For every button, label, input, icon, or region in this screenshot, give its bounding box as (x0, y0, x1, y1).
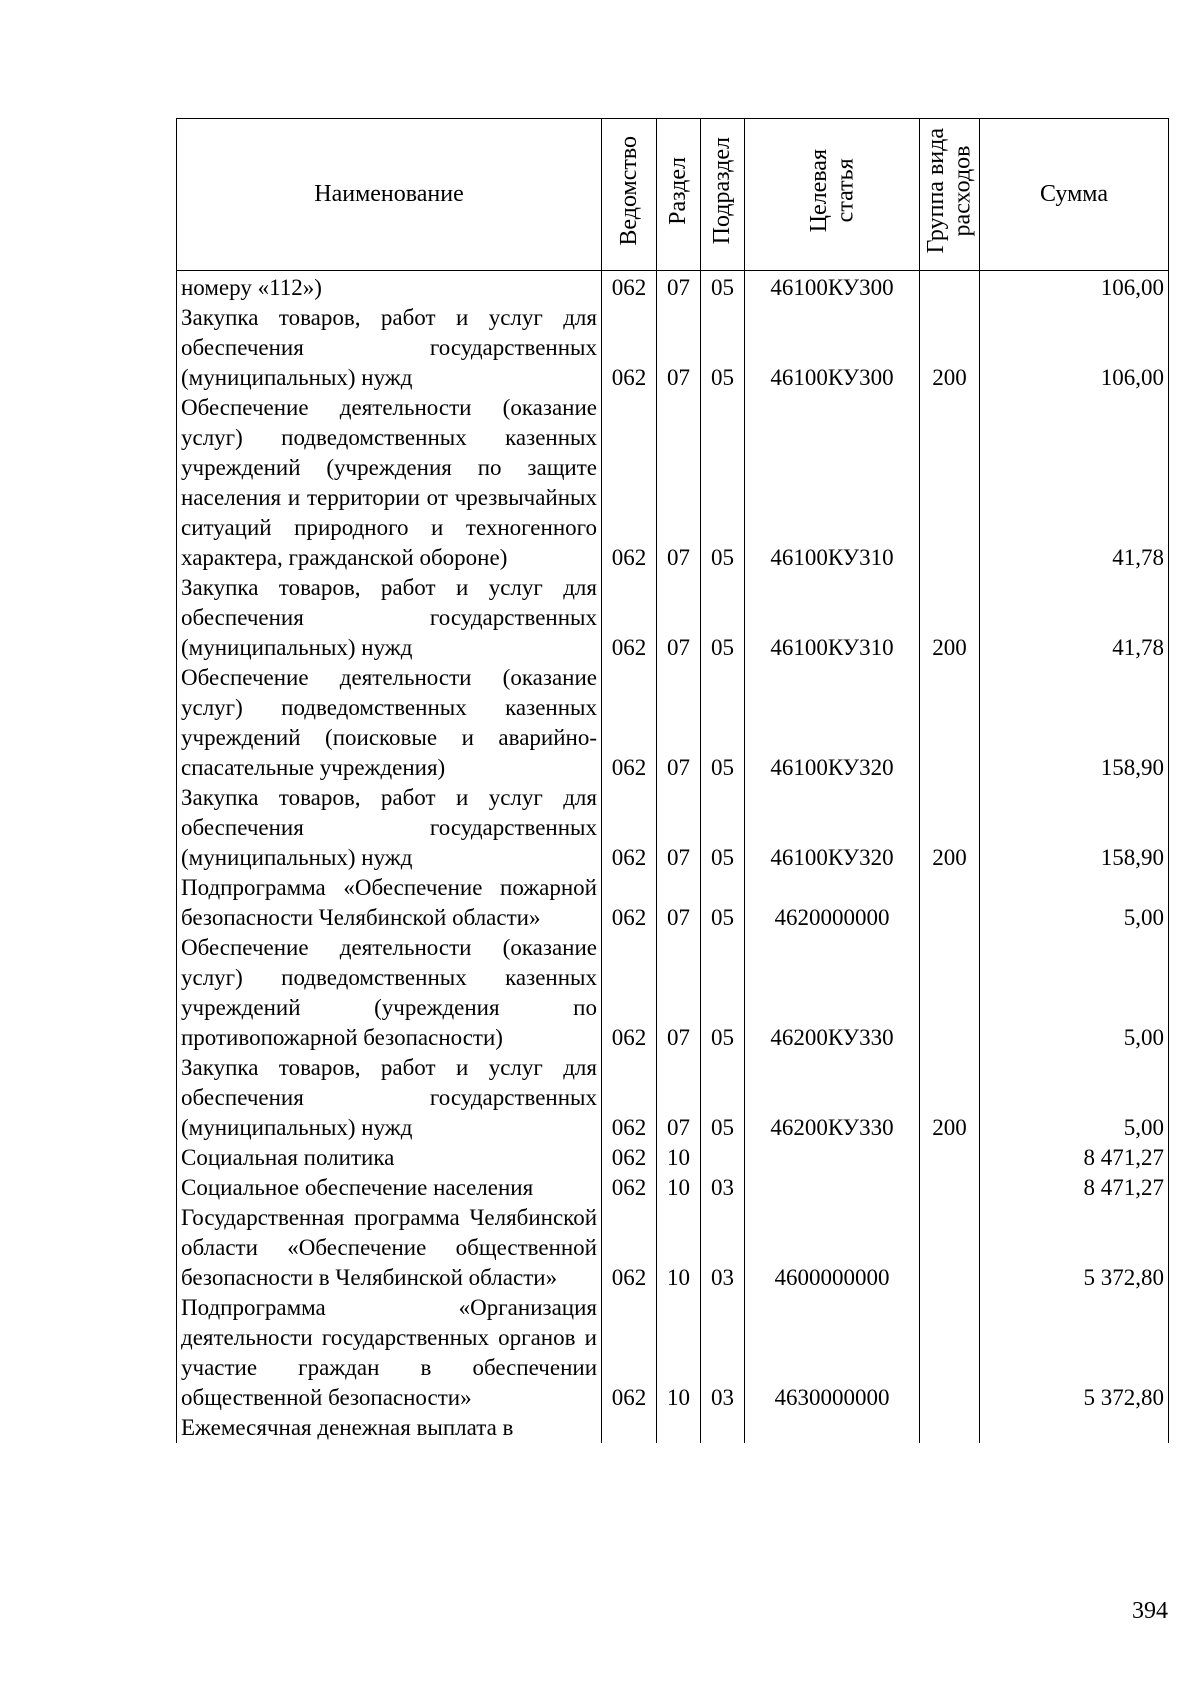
cell-gruppa (920, 873, 980, 933)
cell-vedomstvo: 062 (602, 663, 657, 783)
cell-name: Обеспечение деятельности (оказание услуг) подведомственных казенных учреждений (поисковые и аварийно-спасательные учреждения) (177, 663, 602, 783)
cell-razdel: 07 (657, 271, 701, 304)
cell-name: Закупка товаров, работ и услуг для обеспечения государственных (муниципальных) нужд (177, 1053, 602, 1143)
cell-podrazdel: 03 (701, 1293, 745, 1413)
cell-gruppa: 200 (920, 573, 980, 663)
table-row (177, 1143, 1169, 1173)
table-row (177, 303, 1169, 393)
header-razdel: Раздел (657, 119, 701, 271)
cell-celevaya-statya: 46100КУ300 (745, 303, 920, 393)
budget-table (176, 118, 1169, 1443)
cell-vedomstvo: 062 (602, 1053, 657, 1143)
cell-vedomstvo: 062 (602, 1173, 657, 1203)
cell-podrazdel (701, 1413, 745, 1443)
cell-name: Обеспечение деятельности (оказание услуг) подведомственных казенных учреждений (учреждения по противопожарной безопасности) (177, 933, 602, 1053)
cell-celevaya-statya: 46100КУ310 (745, 573, 920, 663)
cell-celevaya-statya: 4600000000 (745, 1203, 920, 1293)
table-row (177, 1053, 1169, 1143)
table-row (177, 663, 1169, 783)
cell-gruppa (920, 663, 980, 783)
cell-razdel: 10 (657, 1203, 701, 1293)
cell-gruppa (920, 393, 980, 573)
cell-gruppa: 200 (920, 783, 980, 873)
table-row (177, 783, 1169, 873)
cell-summa: 106,00 (980, 303, 1169, 393)
cell-name: Государственная программа Челябинской области «Обеспечение общественной безопасности в Челябинской области» (177, 1203, 602, 1293)
table-header (177, 119, 1169, 271)
cell-celevaya-statya (745, 1143, 920, 1173)
cell-celevaya-statya: 46100КУ320 (745, 663, 920, 783)
cell-summa (980, 1413, 1169, 1443)
table-row (177, 271, 1169, 304)
cell-razdel: 10 (657, 1173, 701, 1203)
cell-summa: 5 372,80 (980, 1293, 1169, 1413)
table-row (177, 1293, 1169, 1413)
header-podrazdel: Подраздел (701, 119, 745, 271)
cell-celevaya-statya: 4620000000 (745, 873, 920, 933)
cell-razdel: 07 (657, 1053, 701, 1143)
cell-razdel: 07 (657, 663, 701, 783)
cell-celevaya-statya: 46200КУ330 (745, 933, 920, 1053)
cell-name: Ежемесячная денежная выплата в (177, 1413, 602, 1443)
cell-gruppa (920, 271, 980, 304)
cell-celevaya-statya: 46100КУ300 (745, 271, 920, 304)
cell-gruppa (920, 933, 980, 1053)
cell-summa: 158,90 (980, 663, 1169, 783)
cell-razdel: 07 (657, 873, 701, 933)
table-row (177, 393, 1169, 573)
cell-vedomstvo: 062 (602, 933, 657, 1053)
cell-vedomstvo: 062 (602, 1203, 657, 1293)
cell-summa: 158,90 (980, 783, 1169, 873)
cell-podrazdel: 05 (701, 783, 745, 873)
cell-gruppa: 200 (920, 1053, 980, 1143)
table-row (177, 573, 1169, 663)
cell-podrazdel: 05 (701, 873, 745, 933)
header-celevaya-statya: Целевая статья (745, 119, 920, 271)
cell-name: Обеспечение деятельности (оказание услуг) подведомственных казенных учреждений (учреждения по защите населения и территории от чрезвычайных ситуаций природного и техногенного характера, гражданской обороне) (177, 393, 602, 573)
table-body (177, 271, 1169, 1444)
cell-gruppa (920, 1413, 980, 1443)
cell-podrazdel: 03 (701, 1173, 745, 1203)
cell-gruppa (920, 1203, 980, 1293)
cell-podrazdel: 03 (701, 1203, 745, 1293)
cell-podrazdel: 05 (701, 303, 745, 393)
cell-name: Социальная политика (177, 1143, 602, 1173)
cell-razdel (657, 1413, 701, 1443)
cell-razdel: 07 (657, 933, 701, 1053)
cell-podrazdel: 05 (701, 1053, 745, 1143)
cell-podrazdel: 05 (701, 393, 745, 573)
cell-name: Социальное обеспечение населения (177, 1173, 602, 1203)
cell-razdel: 07 (657, 303, 701, 393)
cell-summa: 106,00 (980, 271, 1169, 304)
cell-name: Подпрограмма «Организация деятельности государственных органов и участие граждан в обеспечении общественной безопасности» (177, 1293, 602, 1413)
table-row (177, 1203, 1169, 1293)
table-row (177, 1413, 1169, 1443)
cell-celevaya-statya: 46100КУ310 (745, 393, 920, 573)
cell-summa: 8 471,27 (980, 1143, 1169, 1173)
cell-celevaya-statya: 46100КУ320 (745, 783, 920, 873)
cell-vedomstvo: 062 (602, 303, 657, 393)
cell-gruppa: 200 (920, 303, 980, 393)
cell-vedomstvo: 062 (602, 783, 657, 873)
cell-podrazdel: 05 (701, 663, 745, 783)
cell-summa: 5,00 (980, 1053, 1169, 1143)
cell-razdel: 10 (657, 1293, 701, 1413)
cell-vedomstvo: 062 (602, 1143, 657, 1173)
cell-name: Закупка товаров, работ и услуг для обеспечения государственных (муниципальных) нужд (177, 303, 602, 393)
header-summa: Сумма (980, 119, 1169, 271)
table-row (177, 1173, 1169, 1203)
cell-summa: 8 471,27 (980, 1173, 1169, 1203)
cell-celevaya-statya: 4630000000 (745, 1293, 920, 1413)
cell-razdel: 07 (657, 393, 701, 573)
cell-summa: 5,00 (980, 873, 1169, 933)
cell-name: Подпрограмма «Обеспечение пожарной безопасности Челябинской области» (177, 873, 602, 933)
cell-vedomstvo: 062 (602, 573, 657, 663)
cell-vedomstvo: 062 (602, 873, 657, 933)
header-gruppa-vida-rashodov: Группа вида расходов (920, 119, 980, 271)
cell-summa: 41,78 (980, 393, 1169, 573)
cell-gruppa (920, 1173, 980, 1203)
cell-celevaya-statya (745, 1413, 920, 1443)
cell-podrazdel: 05 (701, 271, 745, 304)
cell-gruppa (920, 1143, 980, 1173)
cell-vedomstvo (602, 1413, 657, 1443)
header-name: Наименование (177, 119, 602, 271)
cell-summa: 5 372,80 (980, 1203, 1169, 1293)
cell-celevaya-statya: 46200КУ330 (745, 1053, 920, 1143)
cell-podrazdel: 05 (701, 933, 745, 1053)
cell-razdel: 07 (657, 783, 701, 873)
cell-vedomstvo: 062 (602, 393, 657, 573)
cell-celevaya-statya (745, 1173, 920, 1203)
page-number: 394 (1132, 1598, 1168, 1624)
cell-vedomstvo: 062 (602, 271, 657, 304)
cell-podrazdel: 05 (701, 573, 745, 663)
cell-summa: 41,78 (980, 573, 1169, 663)
cell-name: Закупка товаров, работ и услуг для обеспечения государственных (муниципальных) нужд (177, 573, 602, 663)
cell-razdel: 10 (657, 1143, 701, 1173)
cell-podrazdel (701, 1143, 745, 1173)
cell-vedomstvo: 062 (602, 1293, 657, 1413)
cell-razdel: 07 (657, 573, 701, 663)
cell-gruppa (920, 1293, 980, 1413)
cell-name: Закупка товаров, работ и услуг для обеспечения государственных (муниципальных) нужд (177, 783, 602, 873)
cell-summa: 5,00 (980, 933, 1169, 1053)
header-vedomstvo: Ведомство (602, 119, 657, 271)
cell-name: номеру «112») (177, 271, 602, 304)
table-row (177, 873, 1169, 933)
table-row (177, 933, 1169, 1053)
